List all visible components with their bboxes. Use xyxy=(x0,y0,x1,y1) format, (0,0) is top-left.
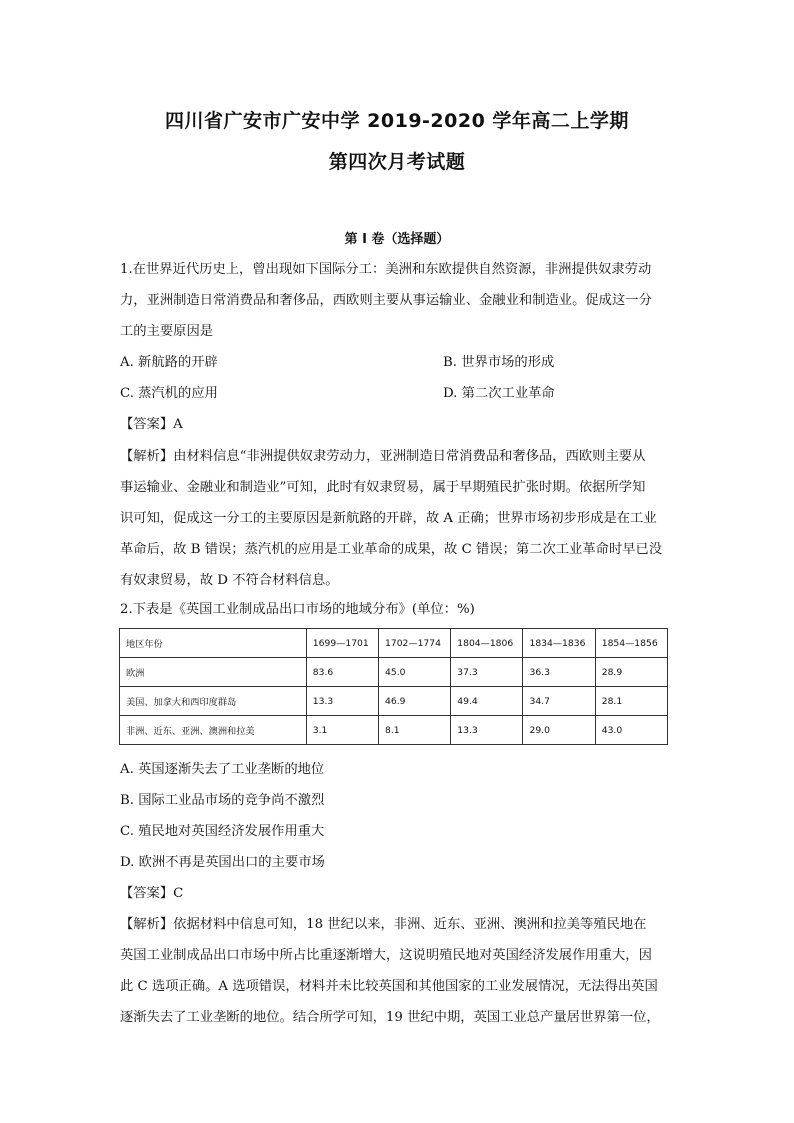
q1-option-b: B. 世界市场的形成 xyxy=(443,355,555,370)
q1-analysis-line-4: 革命后，故 B 错误；蒸汽机的应用是工业革命的成果，故 C 错误；第二次工业革命时早已没 xyxy=(120,542,663,557)
q1-option-c: C. 蒸汽机的应用 xyxy=(120,386,218,401)
table-cell: 29.0 xyxy=(523,716,595,745)
q1-stem-line-3: 工的主要原因是 xyxy=(120,324,214,339)
table-cell: 36.3 xyxy=(523,658,595,687)
table-header-cell: 地区年份 xyxy=(120,629,307,658)
q2-analysis-line-4: 逐渐失去了工业垄断的地位。结合所学可知，19 世纪中期，英国工业总产量居世界第一位， xyxy=(120,1010,660,1025)
table-header-cell: 1804—1806 xyxy=(451,629,523,658)
table-header-row xyxy=(120,629,668,658)
table-row xyxy=(120,658,668,687)
q1-stem-line-1: 1.在世界近代历史上，曾出现如下国际分工：美洲和东欧提供自然资源，非洲提供奴隶劳动 xyxy=(120,262,652,277)
q1-analysis-line-2: 事运输业、金融业和制造业”可知，此时有奴隶贸易，属于早期殖民扩张时期。依据所学知 xyxy=(120,480,646,495)
exam-title-line2: 第四次月考试题 xyxy=(328,151,466,173)
table-cell: 28.1 xyxy=(595,687,667,716)
table-header-cell: 1699—1701 xyxy=(306,629,378,658)
exam-title-line1: 四川省广安市广安中学 2019-2020 学年高二上学期 xyxy=(165,110,629,132)
q1-answer: 【答案】A xyxy=(120,417,183,432)
q2-option-b: B. 国际工业品市场的竞争尚不激烈 xyxy=(120,793,325,808)
q2-analysis-line-3: 此 C 选项正确。A 选项错误，材料并未比较英国和其他国家的工业发展情况，无法得出英国 xyxy=(120,979,658,994)
export-market-table xyxy=(119,628,668,745)
table-cell: 3.1 xyxy=(306,716,378,745)
table-cell: 8.1 xyxy=(379,716,451,745)
table-header-cell: 1854—1856 xyxy=(595,629,667,658)
q2-analysis-line-2: 英国工业制成品出口市场中所占比重逐渐增大，这说明殖民地对英国经济发展作用重大，因 xyxy=(120,948,652,963)
q2-option-c: C. 殖民地对英国经济发展作用重大 xyxy=(120,824,325,839)
q2-option-a: A. 英国逐渐失去了工业垄断的地位 xyxy=(120,762,325,777)
table-cell: 13.3 xyxy=(306,687,378,716)
table-cell: 美国、加拿大和西印度群岛 xyxy=(120,687,307,716)
table-header-cell: 1834—1836 xyxy=(523,629,595,658)
table-cell: 43.0 xyxy=(595,716,667,745)
table-row xyxy=(120,716,668,745)
table-cell: 83.6 xyxy=(306,658,378,687)
table-cell: 45.0 xyxy=(379,658,451,687)
table-cell: 49.4 xyxy=(451,687,523,716)
q2-option-d: D. 欧洲不再是英国出口的主要市场 xyxy=(120,855,325,870)
q1-analysis-line-5: 有奴隶贸易，故 D 不符合材料信息。 xyxy=(120,573,339,588)
section-title: 第 I 卷（选择题） xyxy=(344,232,450,247)
table-cell: 13.3 xyxy=(451,716,523,745)
table-header-cell: 1702—1774 xyxy=(379,629,451,658)
q2-analysis-line-1: 【解析】依据材料中信息可知，18 世纪以来，非洲、近东、亚洲、澳洲和拉美等殖民地在 xyxy=(120,917,647,932)
q1-analysis-line-3: 识可知，促成这一分工的主要原因是新航路的开辟，故 A 正确；世界市场初步形成是在工业 xyxy=(120,511,657,526)
q1-option-a: A. 新航路的开辟 xyxy=(120,355,218,370)
q1-stem-line-2: 力，亚洲制造日常消费品和奢侈品，西欧则主要从事运输业、金融业和制造业。促成这一分 xyxy=(120,293,652,308)
table-row xyxy=(120,687,668,716)
q1-option-d: D. 第二次工业革命 xyxy=(443,386,555,401)
q2-stem: 2.下表是《英国工业制成品出口市场的地域分布》(单位：%) xyxy=(120,602,475,617)
table-cell: 34.7 xyxy=(523,687,595,716)
table-cell: 28.9 xyxy=(595,658,667,687)
table-cell: 欧洲 xyxy=(120,658,307,687)
q1-analysis-line-1: 【解析】由材料信息“非洲提供奴隶劳动力，亚洲制造日常消费品和奢侈品，西欧则主要从 xyxy=(120,449,646,464)
q2-answer: 【答案】C xyxy=(120,886,184,901)
table-cell: 非洲、近东、亚洲、澳洲和拉美 xyxy=(120,716,307,745)
table-cell: 37.3 xyxy=(451,658,523,687)
table-cell: 46.9 xyxy=(379,687,451,716)
